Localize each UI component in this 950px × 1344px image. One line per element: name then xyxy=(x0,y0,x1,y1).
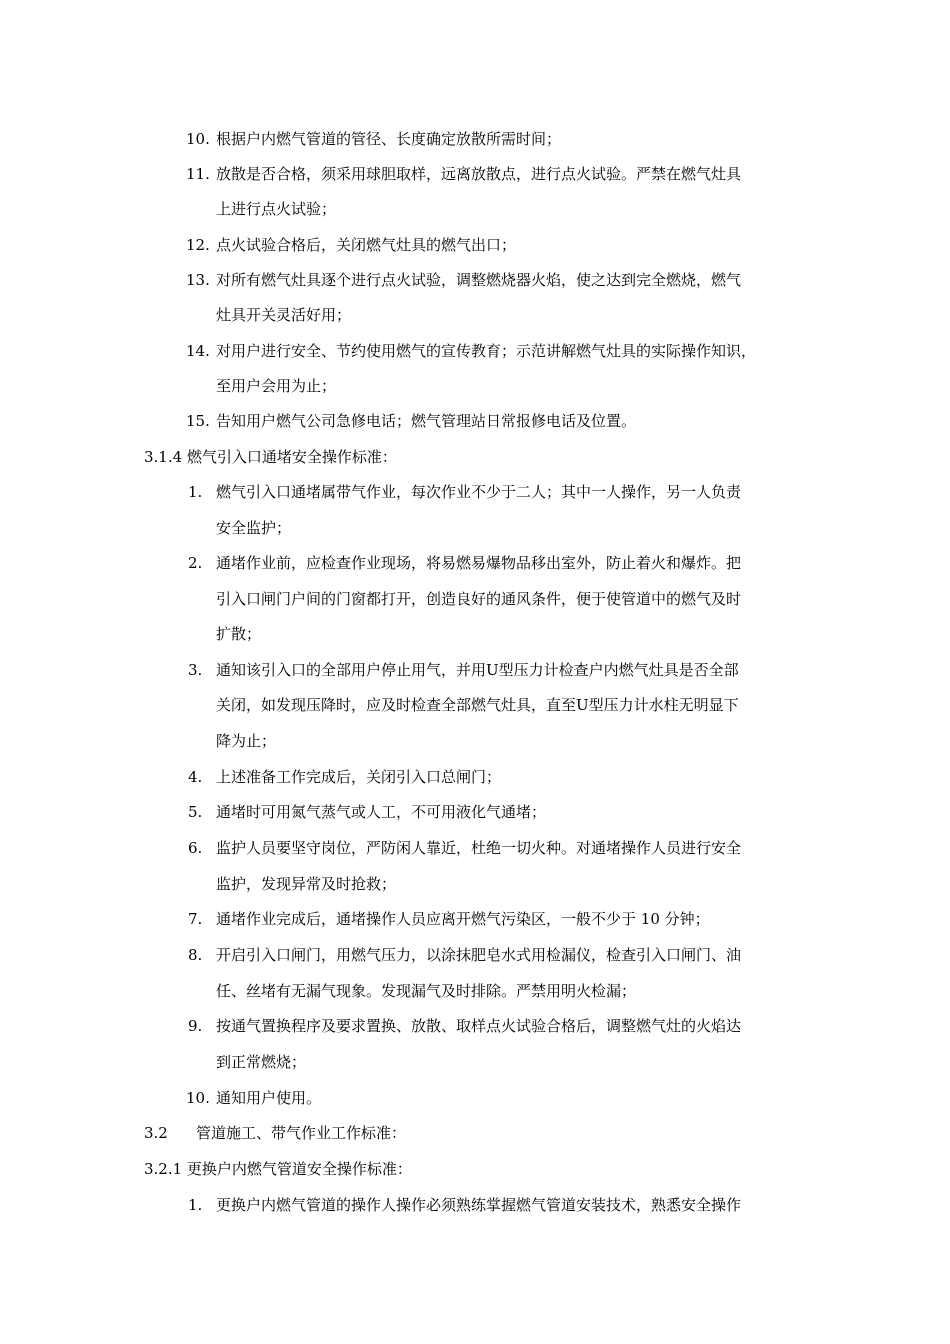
list-item-number: 4. xyxy=(188,768,203,786)
list-item-number: 6. xyxy=(188,839,203,857)
section-heading-number: 3.2 xyxy=(144,1124,168,1142)
list-item-number: 15. xyxy=(186,412,210,430)
list-item-text: 任、丝堵有无漏气现象。发现漏气及时排除。严禁用明火检漏； xyxy=(216,982,637,1000)
list-item-number: 13. xyxy=(186,271,210,289)
list-item-text: 燃气引入口通堵属带气作业，每次作业不少于二人；其中一人操作，另一人负责 xyxy=(216,483,742,501)
list-item-number: 11. xyxy=(186,165,210,183)
list-item-text: 到正常燃烧； xyxy=(216,1053,307,1071)
list-item-number: 12. xyxy=(186,236,210,254)
list-item-text: 灶具开关灵活好用； xyxy=(216,306,352,324)
list-item-number: 7. xyxy=(188,910,203,928)
list-item-text: 对用户进行安全、节约使用燃气的宣传教育；示范讲解燃气灶具的实际操作知识， xyxy=(216,342,757,360)
list-item-text: 根据户内燃气管道的管径、长度确定放散所需时间； xyxy=(216,130,562,148)
list-item-text: 通知该引入口的全部用户停止用气，并用U型压力计检查户内燃气灶具是否全部 xyxy=(216,661,739,679)
list-item-text: 扩散； xyxy=(216,625,262,643)
list-item-text: 监护，发现异常及时抢救； xyxy=(216,875,397,893)
list-item-text: 通堵作业完成后，通堵操作人员应离开燃气污染区，一般不少于 10 分钟； xyxy=(216,910,710,928)
list-item-text: 安全监护； xyxy=(216,519,292,537)
list-item-text: 按通气置换程序及要求置换、放散、取样点火试验合格后，调整燃气灶的火焰达 xyxy=(216,1017,742,1035)
list-item-number: 3. xyxy=(188,661,203,679)
list-item-number: 1. xyxy=(188,1196,203,1214)
section-heading: 管道施工、带气作业工作标准： xyxy=(196,1124,407,1142)
list-item-number: 1. xyxy=(188,483,203,501)
list-item-number: 10. xyxy=(186,1089,210,1107)
list-item-text: 通堵作业前，应检查作业现场，将易燃易爆物品移出室外，防止着火和爆炸。把 xyxy=(216,554,742,572)
list-item-number: 9. xyxy=(188,1017,203,1035)
list-item-text: 对所有燃气灶具逐个进行点火试验，调整燃烧器火焰，使之达到完全燃烧，燃气 xyxy=(216,271,742,289)
list-item-text: 监护人员要坚守岗位，严防闲人靠近，杜绝一切火种。对通堵操作人员进行安全 xyxy=(216,839,742,857)
list-item-number: 8. xyxy=(188,946,203,964)
list-item-text: 关闭，如发现压降时，应及时检查全部燃气灶具，直至U型压力计水柱无明显下 xyxy=(216,696,739,714)
list-item-text: 上进行点火试验； xyxy=(216,200,337,218)
list-item-text: 上述准备工作完成后，关闭引入口总闸门； xyxy=(216,768,502,786)
section-heading: 3.2.1 更换户内燃气管道安全操作标准： xyxy=(144,1160,412,1178)
list-item-text: 引入口闸门户间的门窗都打开，创造良好的通风条件，便于使管道中的燃气及时 xyxy=(216,590,742,608)
list-item-text: 告知用户燃气公司急修电话；燃气管理站日常报修电话及位置。 xyxy=(216,412,637,430)
list-item-text: 通知用户使用。 xyxy=(216,1089,322,1107)
list-item-text: 降为止； xyxy=(216,732,277,750)
section-heading: 3.1.4 燃气引入口通堵安全操作标准： xyxy=(144,448,397,466)
list-item-number: 2. xyxy=(188,554,203,572)
list-item-text: 放散是否合格，须采用球胆取样，远离放散点，进行点火试验。严禁在燃气灶具 xyxy=(216,165,742,183)
list-item-text: 点火试验合格后，关闭燃气灶具的燃气出口； xyxy=(216,236,517,254)
list-item-number: 10. xyxy=(186,130,210,148)
list-item-text: 至用户会用为止； xyxy=(216,377,337,395)
list-item-text: 通堵时可用氮气蒸气或人工，不可用液化气通堵； xyxy=(216,803,547,821)
list-item-number: 5. xyxy=(188,803,203,821)
list-item-text: 更换户内燃气管道的操作人操作必须熟练掌握燃气管道安装技术，熟悉安全操作 xyxy=(216,1196,742,1214)
list-item-text: 开启引入口闸门，用燃气压力，以涂抹肥皂水式用检漏仪，检查引入口闸门、油 xyxy=(216,946,742,964)
list-item-number: 14. xyxy=(186,342,210,360)
